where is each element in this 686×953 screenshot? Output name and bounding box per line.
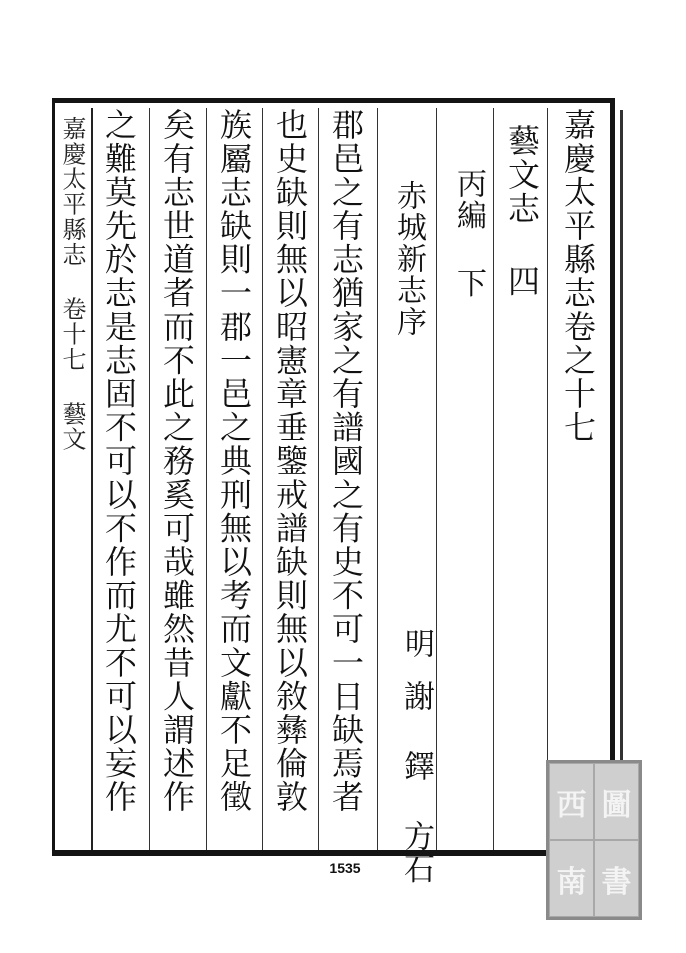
frame-right-border bbox=[610, 98, 615, 856]
frame-left-border bbox=[52, 98, 55, 856]
column-divider bbox=[493, 108, 494, 850]
library-seal bbox=[546, 760, 642, 920]
seal-char: 西 bbox=[549, 763, 594, 840]
page-number: 1535 bbox=[329, 860, 361, 876]
seal-char: 圖 bbox=[594, 763, 639, 840]
column-divider bbox=[318, 108, 319, 850]
sub-heading: 丙編 下 bbox=[451, 168, 486, 299]
fold-divider bbox=[91, 108, 93, 850]
essay-title: 赤城新志序 bbox=[391, 180, 426, 338]
column-divider bbox=[262, 108, 263, 850]
fold-margin-label: 嘉慶太平縣志 卷十七 藝文 bbox=[58, 116, 86, 452]
seal-char: 南 bbox=[549, 840, 594, 917]
column-divider bbox=[436, 108, 437, 850]
book-title: 嘉慶太平縣志卷之十七 bbox=[559, 108, 597, 444]
body-line: 之難莫先於志是志固不可以不作而尤不可以妄作 bbox=[100, 108, 138, 814]
section-heading: 藝文志 四 bbox=[503, 124, 541, 298]
column-divider bbox=[377, 108, 378, 850]
author-name: 謝 鐸 方石 bbox=[398, 680, 434, 886]
body-line: 也史缺則無以昭憲章垂鑒戒譜缺則無以敘彝倫敦 bbox=[271, 108, 309, 814]
author-dynasty: 明 bbox=[399, 628, 434, 660]
body-line: 郡邑之有志猶家之有譜國之有史不可一日缺焉者 bbox=[327, 108, 365, 814]
frame-top-border bbox=[52, 98, 614, 103]
body-line: 矣有志世道者而不此之務奚可哉雖然昔人謂述作 bbox=[158, 108, 196, 814]
column-divider bbox=[149, 108, 150, 850]
seal-char: 書 bbox=[594, 840, 639, 917]
frame-right-inner-border bbox=[620, 110, 623, 850]
frame-bottom-border bbox=[52, 850, 614, 856]
body-line: 族屬志缺則一郡一邑之典刑無以考而文獻不足徵 bbox=[215, 108, 253, 814]
column-divider bbox=[206, 108, 207, 850]
column-divider bbox=[547, 108, 548, 850]
